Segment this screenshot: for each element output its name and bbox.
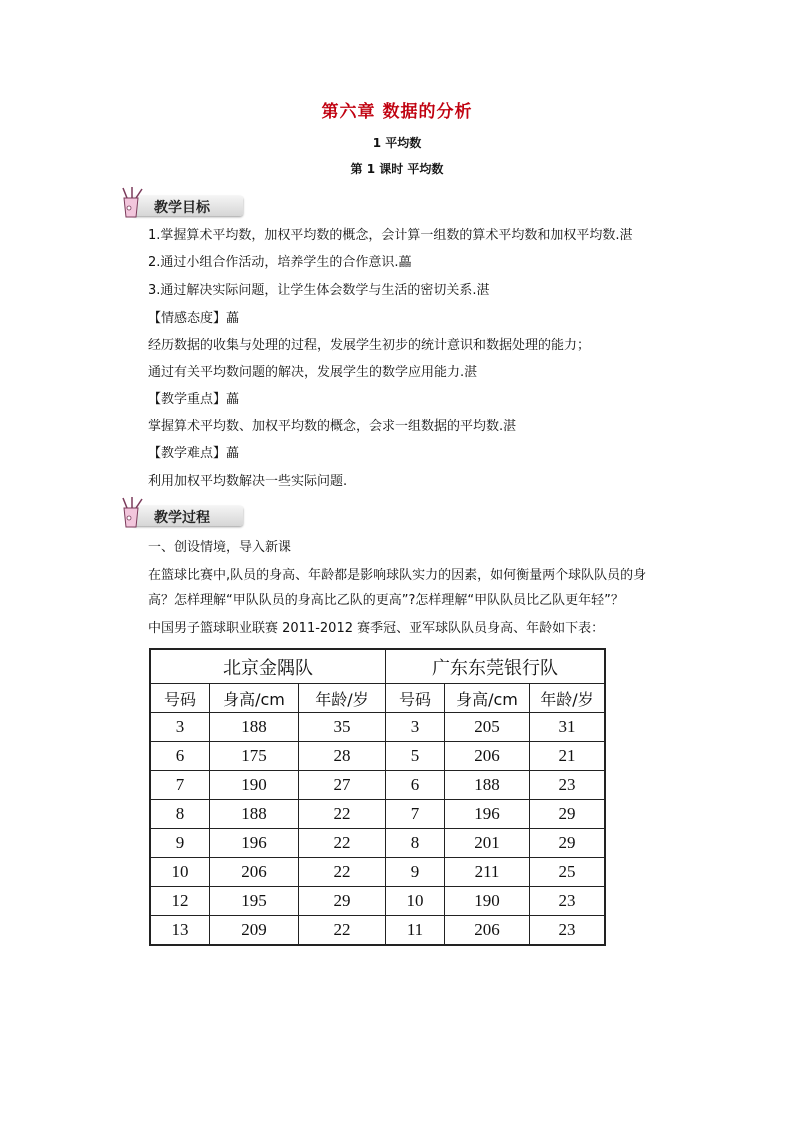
- table-cell: 7: [386, 800, 445, 829]
- table-cell: 188: [445, 771, 530, 800]
- table-cell: 23: [530, 887, 606, 916]
- difficulty-text: 利用加权平均数解决一些实际问题.: [148, 474, 348, 489]
- table-row: [150, 829, 605, 858]
- table-cell: 8: [150, 800, 210, 829]
- table-cell: 190: [210, 771, 299, 800]
- pencil-cup-icon: [118, 186, 154, 220]
- table-cell: 196: [210, 829, 299, 858]
- emotion-heading: 【情感态度】藟: [148, 311, 240, 326]
- table-cell: 205: [445, 713, 530, 742]
- table-cell: 22: [299, 916, 386, 946]
- process-banner-label: 教学过程: [154, 510, 210, 526]
- team-b-header: 广东东莞银行队: [386, 649, 606, 684]
- table-cell: 9: [386, 858, 445, 887]
- table-row: [150, 800, 605, 829]
- col-header: 号码: [386, 684, 445, 713]
- table-row: [150, 771, 605, 800]
- table-cell: 12: [150, 887, 210, 916]
- table-cell: 29: [530, 800, 606, 829]
- section-title: 1 平均数: [372, 136, 422, 150]
- table-cell: 3: [150, 713, 210, 742]
- table-cell: 22: [299, 800, 386, 829]
- table-cell: 28: [299, 742, 386, 771]
- table-cell: 21: [530, 742, 606, 771]
- col-header: 年龄/岁: [299, 684, 386, 713]
- table-cell: 10: [150, 858, 210, 887]
- step1-paragraph: 在篮球比赛中,队员的身高、年龄都是影响球队实力的因素，如何衡量两个球队队员的身高？怎样理解“甲队队员的身高比乙队的更高”?怎样理解“甲队队员比乙队更年轻”？: [148, 568, 647, 608]
- table-cell: 3: [386, 713, 445, 742]
- col-header: 身高/cm: [210, 684, 299, 713]
- table-cell: 206: [210, 858, 299, 887]
- lesson-title: 第 1 课时 平均数: [350, 162, 444, 176]
- table-cell: 195: [210, 887, 299, 916]
- table-row: [150, 858, 605, 887]
- table-cell: 27: [299, 771, 386, 800]
- table-cell: 209: [210, 916, 299, 946]
- table-cell: 8: [386, 829, 445, 858]
- difficulty-heading: 【教学难点】藟: [148, 446, 240, 461]
- goal-item: 1.掌握算术平均数，加权平均数的概念，会计算一组数的算术平均数和加权平均数.湛: [148, 228, 633, 243]
- table-cell: 7: [150, 771, 210, 800]
- table-cell: 31: [530, 713, 606, 742]
- roster-table: [149, 648, 606, 946]
- table-cell: 190: [445, 887, 530, 916]
- table-row: [150, 887, 605, 916]
- col-header: 身高/cm: [445, 684, 530, 713]
- col-header: 号码: [150, 684, 210, 713]
- table-cell: 29: [530, 829, 606, 858]
- step1-title: 一、创设情境，导入新课: [148, 540, 292, 555]
- process-banner: [118, 496, 243, 530]
- key-heading: 【教学重点】藟: [148, 392, 240, 407]
- table-cell: 9: [150, 829, 210, 858]
- emotion-line: 通过有关平均数问题的解决，发展学生的数学应用能力.湛: [148, 365, 478, 380]
- table-cell: 188: [210, 800, 299, 829]
- table-cell: 196: [445, 800, 530, 829]
- table-cell: 175: [210, 742, 299, 771]
- table-cell: 211: [445, 858, 530, 887]
- table-cell: 29: [299, 887, 386, 916]
- table-cell: 22: [299, 829, 386, 858]
- goal-item: 2.通过小组合作活动，培养学生的合作意识.藟: [148, 255, 412, 270]
- table-cell: 6: [150, 742, 210, 771]
- table-cell: 11: [386, 916, 445, 946]
- col-header: 年龄/岁: [530, 684, 606, 713]
- table-cell: 22: [299, 858, 386, 887]
- key-text: 掌握算术平均数、加权平均数的概念，会求一组数据的平均数.湛: [148, 419, 517, 434]
- emotion-line: 经历数据的收集与处理的过程，发展学生初步的统计意识和数据处理的能力；: [148, 338, 591, 353]
- chapter-title: 第六章 数据的分析: [321, 102, 473, 122]
- team-a-header: 北京金隅队: [150, 649, 386, 684]
- column-header-row: [150, 684, 605, 713]
- pencil-cup-icon: [118, 496, 154, 530]
- table-cell: 6: [386, 771, 445, 800]
- table-cell: 10: [386, 887, 445, 916]
- step1-intro: 中国男子篮球职业联赛 2011-2012 赛季冠、亚军球队队员身高、年龄如下表：: [148, 621, 605, 636]
- table-row: [150, 713, 605, 742]
- table-cell: 5: [386, 742, 445, 771]
- table-cell: 25: [530, 858, 606, 887]
- table-cell: 206: [445, 916, 530, 946]
- table-row: [150, 916, 605, 946]
- table-row: [150, 742, 605, 771]
- table-cell: 13: [150, 916, 210, 946]
- table-cell: 206: [445, 742, 530, 771]
- table-cell: 23: [530, 771, 606, 800]
- goals-banner-label: 教学目标: [154, 200, 210, 216]
- goal-item: 3.通过解决实际问题，让学生体会数学与生活的密切关系.湛: [148, 283, 490, 298]
- table-cell: 201: [445, 829, 530, 858]
- goals-banner: [118, 186, 243, 220]
- table-cell: 23: [530, 916, 606, 946]
- table-cell: 35: [299, 713, 386, 742]
- table-cell: 188: [210, 713, 299, 742]
